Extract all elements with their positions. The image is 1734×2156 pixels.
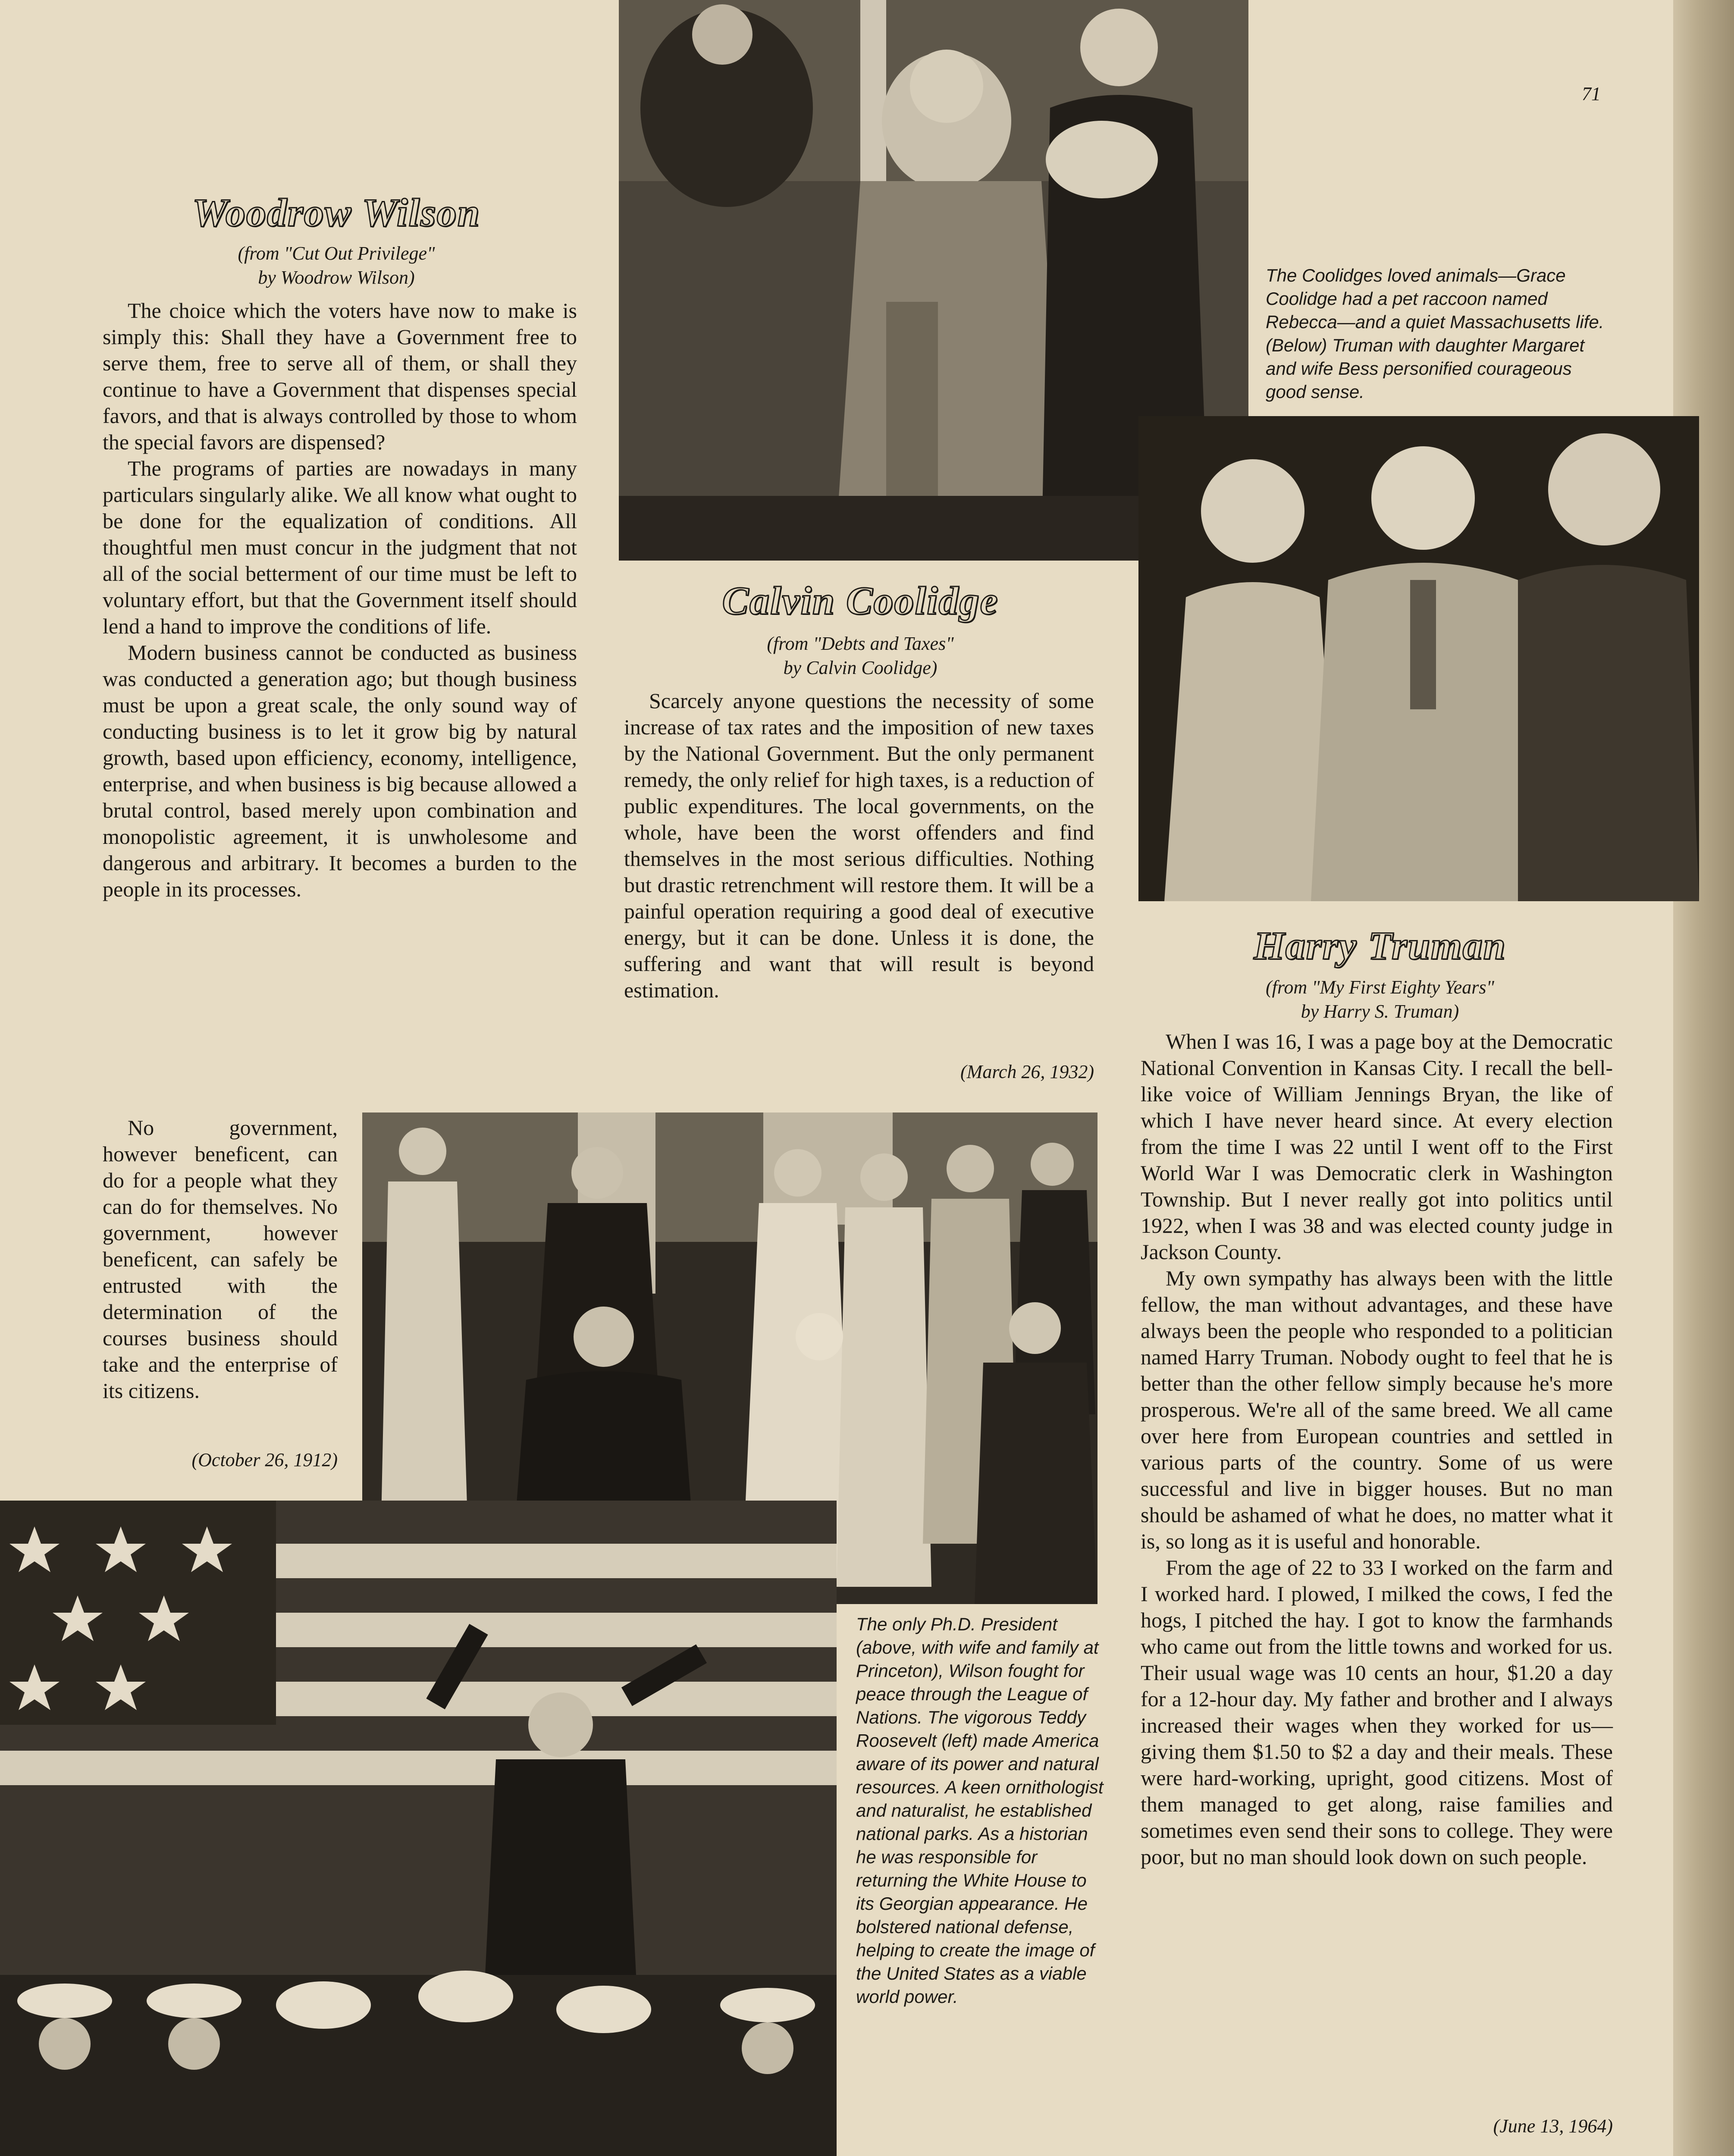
coolidge-headline: Calvin Coolidge	[722, 579, 999, 623]
wilson-date: (October 26, 1912)	[191, 1449, 338, 1470]
wilson-paragraph-4: No government, however beneficent, can do for a people what they can do for themselves. No government, however beneficent, can safely be entrusted with the determination of the courses business should take and the enterprise of its citizens.	[103, 1116, 338, 1403]
truman-source-line1: (from "My First Eighty Years"	[1266, 977, 1494, 998]
coolidge-body	[624, 688, 1094, 1003]
truman-source-line2: by Harry S. Truman)	[1301, 1001, 1459, 1022]
wilson-paragraph-2: The programs of parties are nowadays in many particulars singularly alike. We all know what ought to be done for the equalization of conditions. All thoughtful men must concur in the judgment that not all of the social betterment of our time must be left to voluntary effort, but that the Government itself should lend a hand to improve the conditions of life.	[103, 456, 577, 638]
truman-headline: Harry Truman	[1254, 924, 1506, 968]
wilson-paragraph-3: Modern business cannot be conducted as business was conducted a generation ago; but though business must be upon a great scale, the only sound way of conducting business is to let it grow big by natural growth, based upon efficiency, economy, intelligence, enterprise, and when business is big because allowed a brutal control, based merely upon combination and monopolistic agreement, it is unwholesome and dangerous and arbitrary. It becomes a burden to the people in its processes.	[103, 640, 577, 901]
coolidge-truman-caption: The Coolidges loved animals—Grace Coolidge had a pet raccoon named Rebecca—and a quiet Massachusetts life. (Below) Truman with daughter Margaret and wife Bess personified courageous good sense.	[1266, 265, 1604, 402]
page-number: 71	[1582, 83, 1601, 104]
wilson-source-line2: by Woodrow Wilson)	[258, 267, 415, 288]
truman-photo	[1138, 416, 1699, 901]
wilson-source-line1: (from "Cut Out Privilege"	[238, 243, 435, 264]
roosevelt-photo	[0, 1501, 837, 2156]
wilson-body-narrow	[103, 1115, 338, 1404]
wilson-roosevelt-caption: The only Ph.D. President (above, with wife and family at Princeton), Wilson fought for peace through the League of Nations. The vigorous Teddy Roosevelt (left) made America aware of its power and natural resources. A keen ornithologist and naturalist, he established national parks. As a historian he was responsible for returning the White House to its Georgian appearance. He bolstered national defense, helping to create the image of the United States as a viable world power.	[856, 1614, 1104, 2007]
coolidge-date: (March 26, 1932)	[960, 1061, 1094, 1082]
truman-paragraph-1: When I was 16, I was a page boy at the Democratic National Convention in Kansas City. I recall the bell-like voice of William Jennings Bryan, the like of which I have never heard since. At every election from the time I was 22 until I went off to the First World War I was Democratic clerk in Washington Township. But I never really got into politics until 1922, when I was 38 and was elected county judge in Jackson County.	[1141, 1029, 1613, 1264]
coolidge-source	[627, 632, 1093, 680]
coolidge-source-line2: by Calvin Coolidge)	[783, 657, 938, 678]
page-edge	[1673, 0, 1734, 2156]
truman-photo-art	[1138, 416, 1699, 901]
truman-paragraph-2: My own sympathy has always been with the little fellow, the man without advantages, and these have always been the people who responded to a politician named Harry Truman. Nobody ought to feel that he is better than the other fellow simply because he's more prosperous. We're all of the same breed. We all came over here from European countries and settled in various parts of the country. Some of us were successful and live in bigger houses. But no man should be ashamed of what he does, no matter what it is, so long as it is useful and honorable.	[1141, 1266, 1613, 1553]
coolidge-paragraph-1: Scarcely anyone questions the necessity of some increase of tax rates and the imposition of new taxes by the National Government. But the only permanent remedy, the only relief for high taxes, is a reduction of public expenditures. The local governments, on the whole, have been the worst offenders and find themselves in the most serious difficulties. Nothing but drastic retrenchment will restore them. It will be a painful operation requiring a good deal of executive energy, but it can be done. Unless it is done, the suffering and want that will result is beyond estimation.	[624, 689, 1094, 1002]
roosevelt-photo-art	[0, 1501, 837, 2156]
truman-date: (June 13, 1964)	[1493, 2115, 1613, 2137]
wilson-source	[99, 241, 574, 290]
truman-body	[1141, 1028, 1613, 1870]
truman-source	[1143, 975, 1617, 1024]
wilson-paragraph-1: The choice which the voters have now to make is simply this: Shall they have a Government free to serve them, free to serve all of them, or shall they continue to have a Government that dispenses special favors, and that is always controlled by those to whom the special favors are dispensed?	[103, 298, 577, 454]
wilson-body	[103, 298, 577, 903]
coolidge-source-line1: (from "Debts and Taxes"	[767, 633, 954, 654]
wilson-headline: Woodrow Wilson	[192, 191, 480, 235]
truman-paragraph-3: From the age of 22 to 33 I worked on the farm and I worked hard. I plowed, I milked the cows, I fed the hogs, I pitched the hay. I got to know the farmhands who came out from the little towns and worked for us. Their usual wage was 10 cents an hour, $1.20 a day for a 12-hour day. My father and brother and I always increased their wages when they worked for us—giving them $1.50 to $2 a day and their meals. These were hard-working, upright, good citizens. Most of them managed to get along, raise families and sometimes even send their sons to college. They were poor, but no man should look down on such people.	[1141, 1555, 1613, 1869]
